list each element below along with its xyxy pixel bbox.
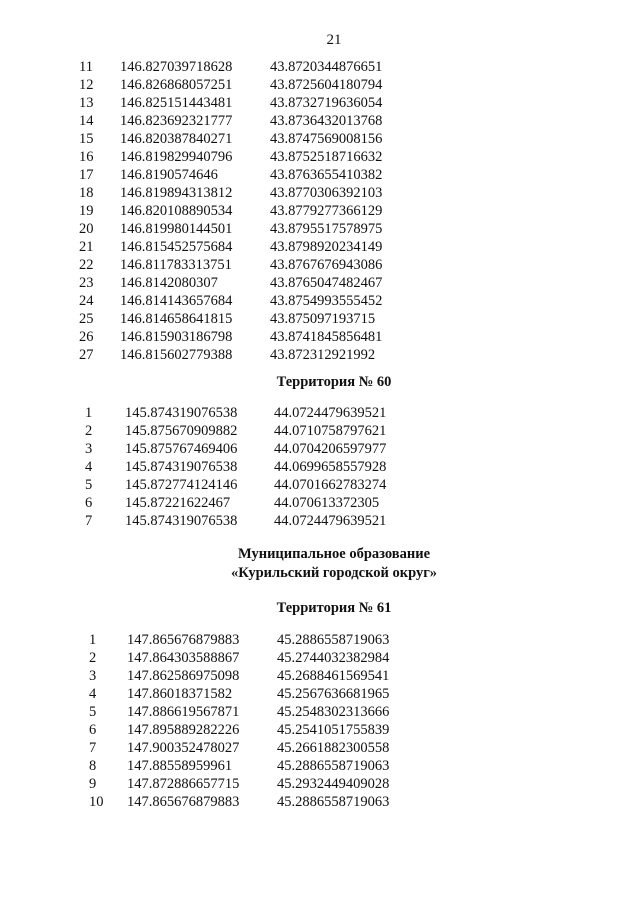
longitude: 146.814658641815 xyxy=(120,311,233,327)
municipality-title-line2: «Курильский городской округ» xyxy=(230,565,438,581)
latitude: 43.8779277366129 xyxy=(270,203,383,219)
latitude: 44.0704206597977 xyxy=(274,441,387,457)
point-number: 6 xyxy=(89,722,97,738)
point-number: 12 xyxy=(79,77,94,93)
municipality-title-line1: Муниципальное образование xyxy=(237,546,431,562)
latitude: 45.2548302313666 xyxy=(277,704,390,720)
longitude: 146.825151443481 xyxy=(120,95,233,111)
point-number: 2 xyxy=(89,650,97,666)
latitude: 43.8732719636054 xyxy=(270,95,383,111)
longitude: 146.819829940796 xyxy=(120,149,233,165)
point-number: 15 xyxy=(79,131,94,147)
longitude: 146.814143657684 xyxy=(120,293,233,309)
longitude: 146.815452575684 xyxy=(120,239,233,255)
longitude: 147.864303588867 xyxy=(127,650,240,666)
longitude: 145.875767469406 xyxy=(125,441,238,457)
point-number: 19 xyxy=(79,203,94,219)
point-number: 7 xyxy=(89,740,97,756)
longitude: 147.865676879883 xyxy=(127,794,240,810)
latitude: 45.2744032382984 xyxy=(277,650,390,666)
point-number: 8 xyxy=(89,758,97,774)
longitude: 145.872774124146 xyxy=(125,477,238,493)
latitude: 45.2541051755839 xyxy=(277,722,390,738)
territory-60-title: Территория № 60 xyxy=(276,374,392,390)
latitude: 43.8754993555452 xyxy=(270,293,383,309)
longitude: 146.826868057251 xyxy=(120,77,233,93)
latitude: 45.2688461569541 xyxy=(277,668,390,684)
latitude: 43.8765047482467 xyxy=(270,275,383,291)
point-number: 26 xyxy=(79,329,94,345)
latitude: 44.0701662783274 xyxy=(274,477,387,493)
longitude: 147.900352478027 xyxy=(127,740,240,756)
longitude: 147.88558959961 xyxy=(127,758,233,774)
point-number: 25 xyxy=(79,311,94,327)
point-number: 10 xyxy=(89,794,104,810)
point-number: 5 xyxy=(89,704,97,720)
longitude: 146.8142080307 xyxy=(120,275,218,291)
longitude: 146.819980144501 xyxy=(120,221,233,237)
longitude: 145.87221622467 xyxy=(125,495,231,511)
longitude: 147.872886657715 xyxy=(127,776,240,792)
point-number: 21 xyxy=(79,239,94,255)
point-number: 6 xyxy=(85,495,93,511)
latitude: 44.0724479639521 xyxy=(274,513,387,529)
latitude: 45.2886558719063 xyxy=(277,758,390,774)
point-number: 18 xyxy=(79,185,94,201)
point-number: 5 xyxy=(85,477,93,493)
point-number: 1 xyxy=(89,632,97,648)
longitude: 145.874319076538 xyxy=(125,405,238,421)
latitude: 43.8736432013768 xyxy=(270,113,383,129)
longitude: 147.886619567871 xyxy=(127,704,240,720)
point-number: 2 xyxy=(85,423,93,439)
longitude: 145.874319076538 xyxy=(125,513,238,529)
point-number: 3 xyxy=(89,668,97,684)
longitude: 146.819894313812 xyxy=(120,185,233,201)
latitude: 43.8747569008156 xyxy=(270,131,383,147)
longitude: 146.820108890534 xyxy=(120,203,233,219)
latitude: 44.070613372305 xyxy=(274,495,380,511)
longitude: 147.895889282226 xyxy=(127,722,240,738)
latitude: 43.8798920234149 xyxy=(270,239,383,255)
longitude: 147.862586975098 xyxy=(127,668,240,684)
point-number: 17 xyxy=(79,167,94,183)
point-number: 22 xyxy=(79,257,94,273)
point-number: 13 xyxy=(79,95,94,111)
latitude: 43.8770306392103 xyxy=(270,185,383,201)
longitude: 146.811783313751 xyxy=(120,257,232,273)
point-number: 24 xyxy=(79,293,94,309)
latitude: 43.8741845856481 xyxy=(270,329,383,345)
latitude: 43.8752518716632 xyxy=(270,149,383,165)
latitude: 45.2661882300558 xyxy=(277,740,390,756)
latitude: 45.2886558719063 xyxy=(277,794,390,810)
point-number: 16 xyxy=(79,149,94,165)
latitude: 45.2932449409028 xyxy=(277,776,390,792)
latitude: 43.8767676943086 xyxy=(270,257,383,273)
longitude: 145.874319076538 xyxy=(125,459,238,475)
longitude: 146.823692321777 xyxy=(120,113,233,129)
latitude: 44.0710758797621 xyxy=(274,423,387,439)
latitude: 43.875097193715 xyxy=(270,311,376,327)
point-number: 27 xyxy=(79,347,94,363)
latitude: 45.2567636681965 xyxy=(277,686,390,702)
point-number: 14 xyxy=(79,113,94,129)
longitude: 146.820387840271 xyxy=(120,131,233,147)
territory-61-title: Территория № 61 xyxy=(276,600,392,616)
longitude: 146.815903186798 xyxy=(120,329,233,345)
latitude: 44.0724479639521 xyxy=(274,405,387,421)
latitude: 43.8720344876651 xyxy=(270,59,383,75)
point-number: 9 xyxy=(89,776,97,792)
latitude: 43.872312921992 xyxy=(270,347,376,363)
point-number: 3 xyxy=(85,441,93,457)
longitude: 146.815602779388 xyxy=(120,347,233,363)
latitude: 44.0699658557928 xyxy=(274,459,387,475)
longitude: 147.865676879883 xyxy=(127,632,240,648)
page-number: 21 xyxy=(326,32,342,48)
latitude: 43.8763655410382 xyxy=(270,167,383,183)
longitude: 146.827039718628 xyxy=(120,59,233,75)
point-number: 7 xyxy=(85,513,93,529)
latitude: 43.8725604180794 xyxy=(270,77,383,93)
point-number: 20 xyxy=(79,221,94,237)
point-number: 1 xyxy=(85,405,93,421)
longitude: 145.875670909882 xyxy=(125,423,238,439)
point-number: 23 xyxy=(79,275,94,291)
latitude: 45.2886558719063 xyxy=(277,632,390,648)
point-number: 4 xyxy=(85,459,93,475)
latitude: 43.8795517578975 xyxy=(270,221,383,237)
point-number: 11 xyxy=(79,59,93,75)
longitude: 147.86018371582 xyxy=(127,686,233,702)
point-number: 4 xyxy=(89,686,97,702)
longitude: 146.8190574646 xyxy=(120,167,218,183)
